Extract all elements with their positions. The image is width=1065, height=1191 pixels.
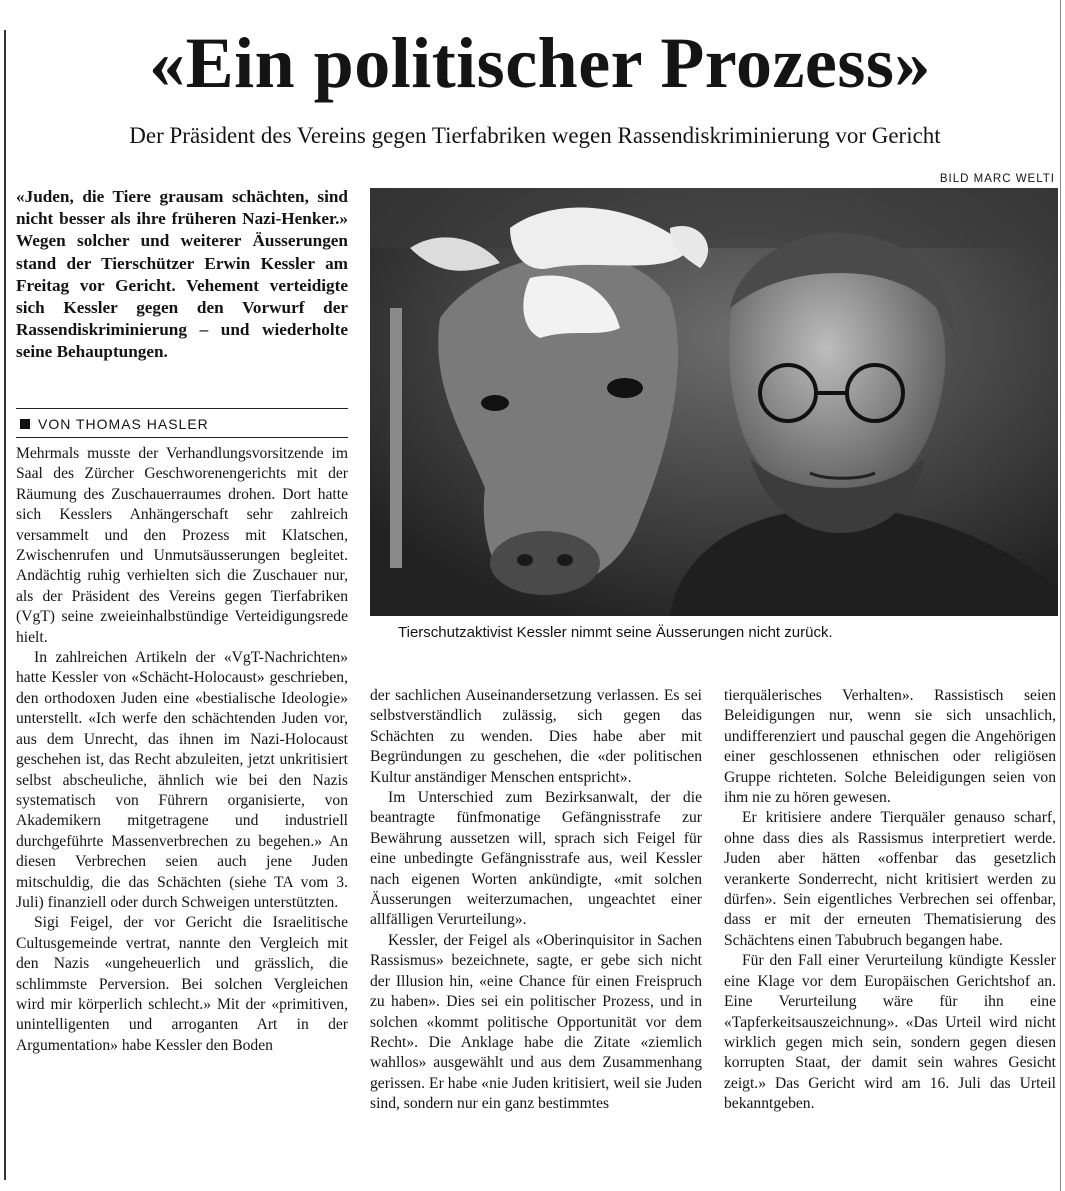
byline	[16, 414, 348, 436]
col3-paragraph: Er kritisiere andere Tierquäler genauso scharf, ohne dass dies als Rassismus interpretiert werde. Juden aber hätten «offenbar das gesetzlich verankerte Sonderrecht, nicht kritisiert werden zu dürfen». Sein eigentliches Verbrechen sei offenbar, dass er mit der erneuten Thematisierung des Schächtens einen Tabubruch begangen habe.	[724, 809, 1056, 949]
col1-paragraph: Mehrmals musste der Verhandlungsvorsitzende im Saal des Zürcher Geschworenengerichts mit der Räumung des Zuschauerraumes drohen. Dort hatte sich Kesslers Anhängerschaft sehr zahlreich versammelt und den Prozess mit Klatschen, Zwischenrufen und Unmutsäusserungen begleitet. Andächtig ruhig verhielten sich die Zuschauer nur, als der Präsident des Vereins gegen Tierfabriken (VgT) seine zweieinhalbstündige Verteidigungsrede hielt.	[16, 445, 348, 646]
photo-kessler-with-cow	[370, 188, 1058, 616]
col2-paragraph: Im Unterschied zum Bezirksanwalt, der die beantragte fünfmonatige Gefängnisstrafe zur Bewährung aussetzen will, sprach sich Feigel für eine unbedingte Gefängnisstrafe aus, weil Kessler nach eigenen Worten ankündigte, «mit solchen Äusserungen weiterzumachen, ungeachtet einer allfälligen Verurteilung».	[370, 789, 702, 929]
byline-bottom-rule	[16, 437, 348, 438]
lead-paragraph: «Juden, die Tiere grausam schächten, sind nicht besser als ihre früheren Nazi-Henker.» Wegen solcher und weiterer Äusserungen stand der Tierschützer Erwin Kessler am Freitag vor Gericht. Vehement verteidigte sich Kessler gegen den Vorwurf der Rassendiskriminierung – und wiederholte seine Behauptungen.	[16, 187, 348, 362]
col1-paragraph: Sigi Feigel, der vor Gericht die Israelitische Cultusgemeinde vertrat, nannte den Vergleich mit den Nazis «ungeheuerlich und grässlich, die schlimmste Perversion. Bei solchen Vergleichen wird mir körperlich schlecht.» Mit der «primitiven, unintelligenten und arroganten Art in der Argumentation» habe Kessler den Boden	[16, 914, 348, 1054]
col3-paragraph: tierquälerisches Verhalten». Rassistisch seien Beleidigungen nur, wenn sie sich unsachlich, undifferenziert und pauschal gegen die Angehörigen einer geschlossenen ethnischen oder religiösen Gruppe richteten. Solche Beleidigungen seien von ihm nie zu hören gewesen.	[724, 687, 1056, 807]
byline-top-rule	[16, 408, 348, 409]
col1-paragraph: In zahlreichen Artikeln der «VgT-Nachrichten» hatte Kessler von «Schächt-Holocaust» geschrieben, den orthodoxen Juden eine «bestialische Ideologie» unterstellt. «Ich werfe den schächtenden Juden vor, aus dem Unrecht, das ihnen im Nazi-Holocaust geschehen ist, das Recht abzuleiten, jetzt unkritisiert selbst abscheuliche, ähnlich wie bei den Nazis systematisch von Führern organisierte, von Akademikern mitgetragene und industriell durchgeführte Massenverbrechen zu begehen.» An diesen Verbrechen seien auch jene Juden mitschuldig, die das Schächten (siehe TA vom 3. Juli) finanziell oder durch Schweigen unterstützten.	[16, 649, 348, 911]
photo-credit: BILD MARC WELTI	[939, 173, 1055, 185]
body-column-2	[370, 686, 702, 1115]
col2-paragraph: Kessler, der Feigel als «Oberinquisitor in Sachen Rassismus» bezeichnete, sagte, er gebe sich nicht der Illusion hin, «eine Chance für einen Freispruch zu haben». Dies sei ein politischer Prozess, und in solchen «kommt politische Opportunität vor dem Recht». Die Anklage habe die Zitate «ziemlich wahllos» ausgewählt und aus dem Zusammenhang gerissen. Er habe «nie Juden kritisiert, weil sie Juden sind, sondern nur ein ganz bestimmtes	[370, 931, 702, 1113]
body-column-3	[724, 686, 1056, 1115]
headline: «Ein politischer Prozess»	[149, 23, 931, 103]
hall-ceiling	[370, 188, 1058, 248]
right-edge-rule	[1060, 0, 1061, 1191]
byline-text: VON THOMAS HASLER	[38, 416, 209, 432]
body-column-1	[16, 444, 348, 1056]
col3-paragraph: Für den Fall einer Verurteilung kündigte Kessler eine Klage vor dem Europäischen Gerichtshof an. Eine Verurteilung wäre für ihn eine «Tapferkeitsauszeichnung». «Das Urteil wird nicht wirklich gegen mich sein, sondern gegen diesen korrupten Staat, der damit sein wahres Gesicht zeigt.» Das Gericht wird am 16. Juli das Urteil bekanntgeben.	[724, 952, 1056, 1113]
railing-post	[390, 308, 402, 568]
photo-caption: Tierschutzaktivist Kessler nimmt seine Äusserungen nicht zurück.	[398, 624, 833, 641]
left-column-rule	[4, 30, 6, 1180]
subheadline: Der Präsident des Vereins gegen Tierfabriken wegen Rassendiskriminierung vor Gericht	[129, 123, 941, 148]
photo-illustration	[370, 188, 1058, 616]
byline-square-icon	[20, 419, 30, 429]
col2-paragraph: der sachlichen Auseinandersetzung verlassen. Es sei selbstverständlich zulässig, sich gegen das Schächten zu wenden. Dies habe aber mit Begründungen zu geschehen, die «der politischen Kultur anständiger Menschen entspricht».	[370, 687, 702, 786]
